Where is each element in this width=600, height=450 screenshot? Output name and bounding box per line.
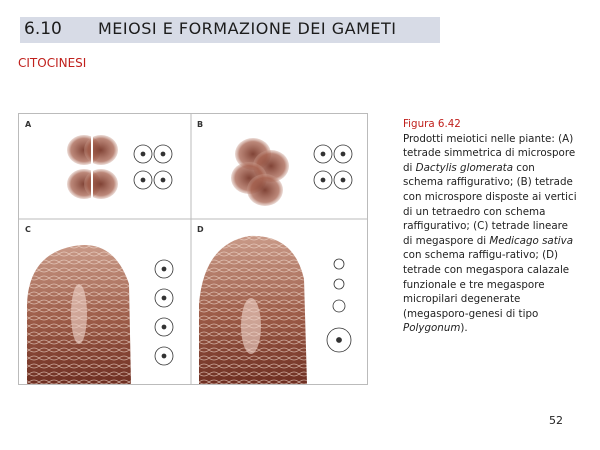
- caption-species-name: Dactylis glomerata: [415, 161, 514, 174]
- caption-text: con schema raffigu-rativo; (D) tetrade con megaspora calazale funzionale e tre megaspore micropilari degenerate (megasporo-genesi di tipo: [403, 249, 570, 320]
- page-number: 52: [549, 414, 563, 427]
- panel-label-a: A: [25, 120, 32, 129]
- panel-c-micrograph: [27, 245, 131, 384]
- caption-text: con schema raffigurativo; (B) tetrade con microspore disposte ai vertici di un tetraedro con schema raffigurativo; (C) tetrade lineare di megaspore di: [403, 161, 577, 247]
- panel-b-micrograph: [231, 138, 289, 206]
- panel-label-c: C: [25, 225, 31, 234]
- caption-genus-name: Polygonum: [403, 322, 461, 335]
- caption-species-name: Medicago sativa: [489, 234, 574, 247]
- panel-d-micrograph: [199, 236, 307, 384]
- panel-a-schema: [134, 145, 172, 189]
- panel-c-schema: [155, 260, 173, 365]
- panel-d-schema: [327, 259, 351, 352]
- section-number: 6.10: [24, 19, 62, 39]
- figure-composite: [18, 113, 368, 385]
- panel-label-b: B: [197, 120, 204, 129]
- panel-label-d: D: [197, 225, 204, 234]
- caption-body: [403, 133, 577, 335]
- figure-label: Figura 6.42: [403, 118, 461, 130]
- panel-b-schema: [314, 145, 352, 189]
- subtitle: CITOCINESI: [18, 56, 87, 70]
- panel-a-micrograph: [67, 134, 119, 200]
- caption-text: ).: [460, 322, 468, 335]
- figure-caption: [403, 117, 578, 336]
- section-title: MEIOSI E FORMAZIONE DEI GAMETI: [98, 19, 397, 38]
- figure-image: [19, 114, 367, 384]
- caption-text: Prodotti meiotici nelle piante: (A) tetrade simmetrica di microspore di: [403, 132, 576, 174]
